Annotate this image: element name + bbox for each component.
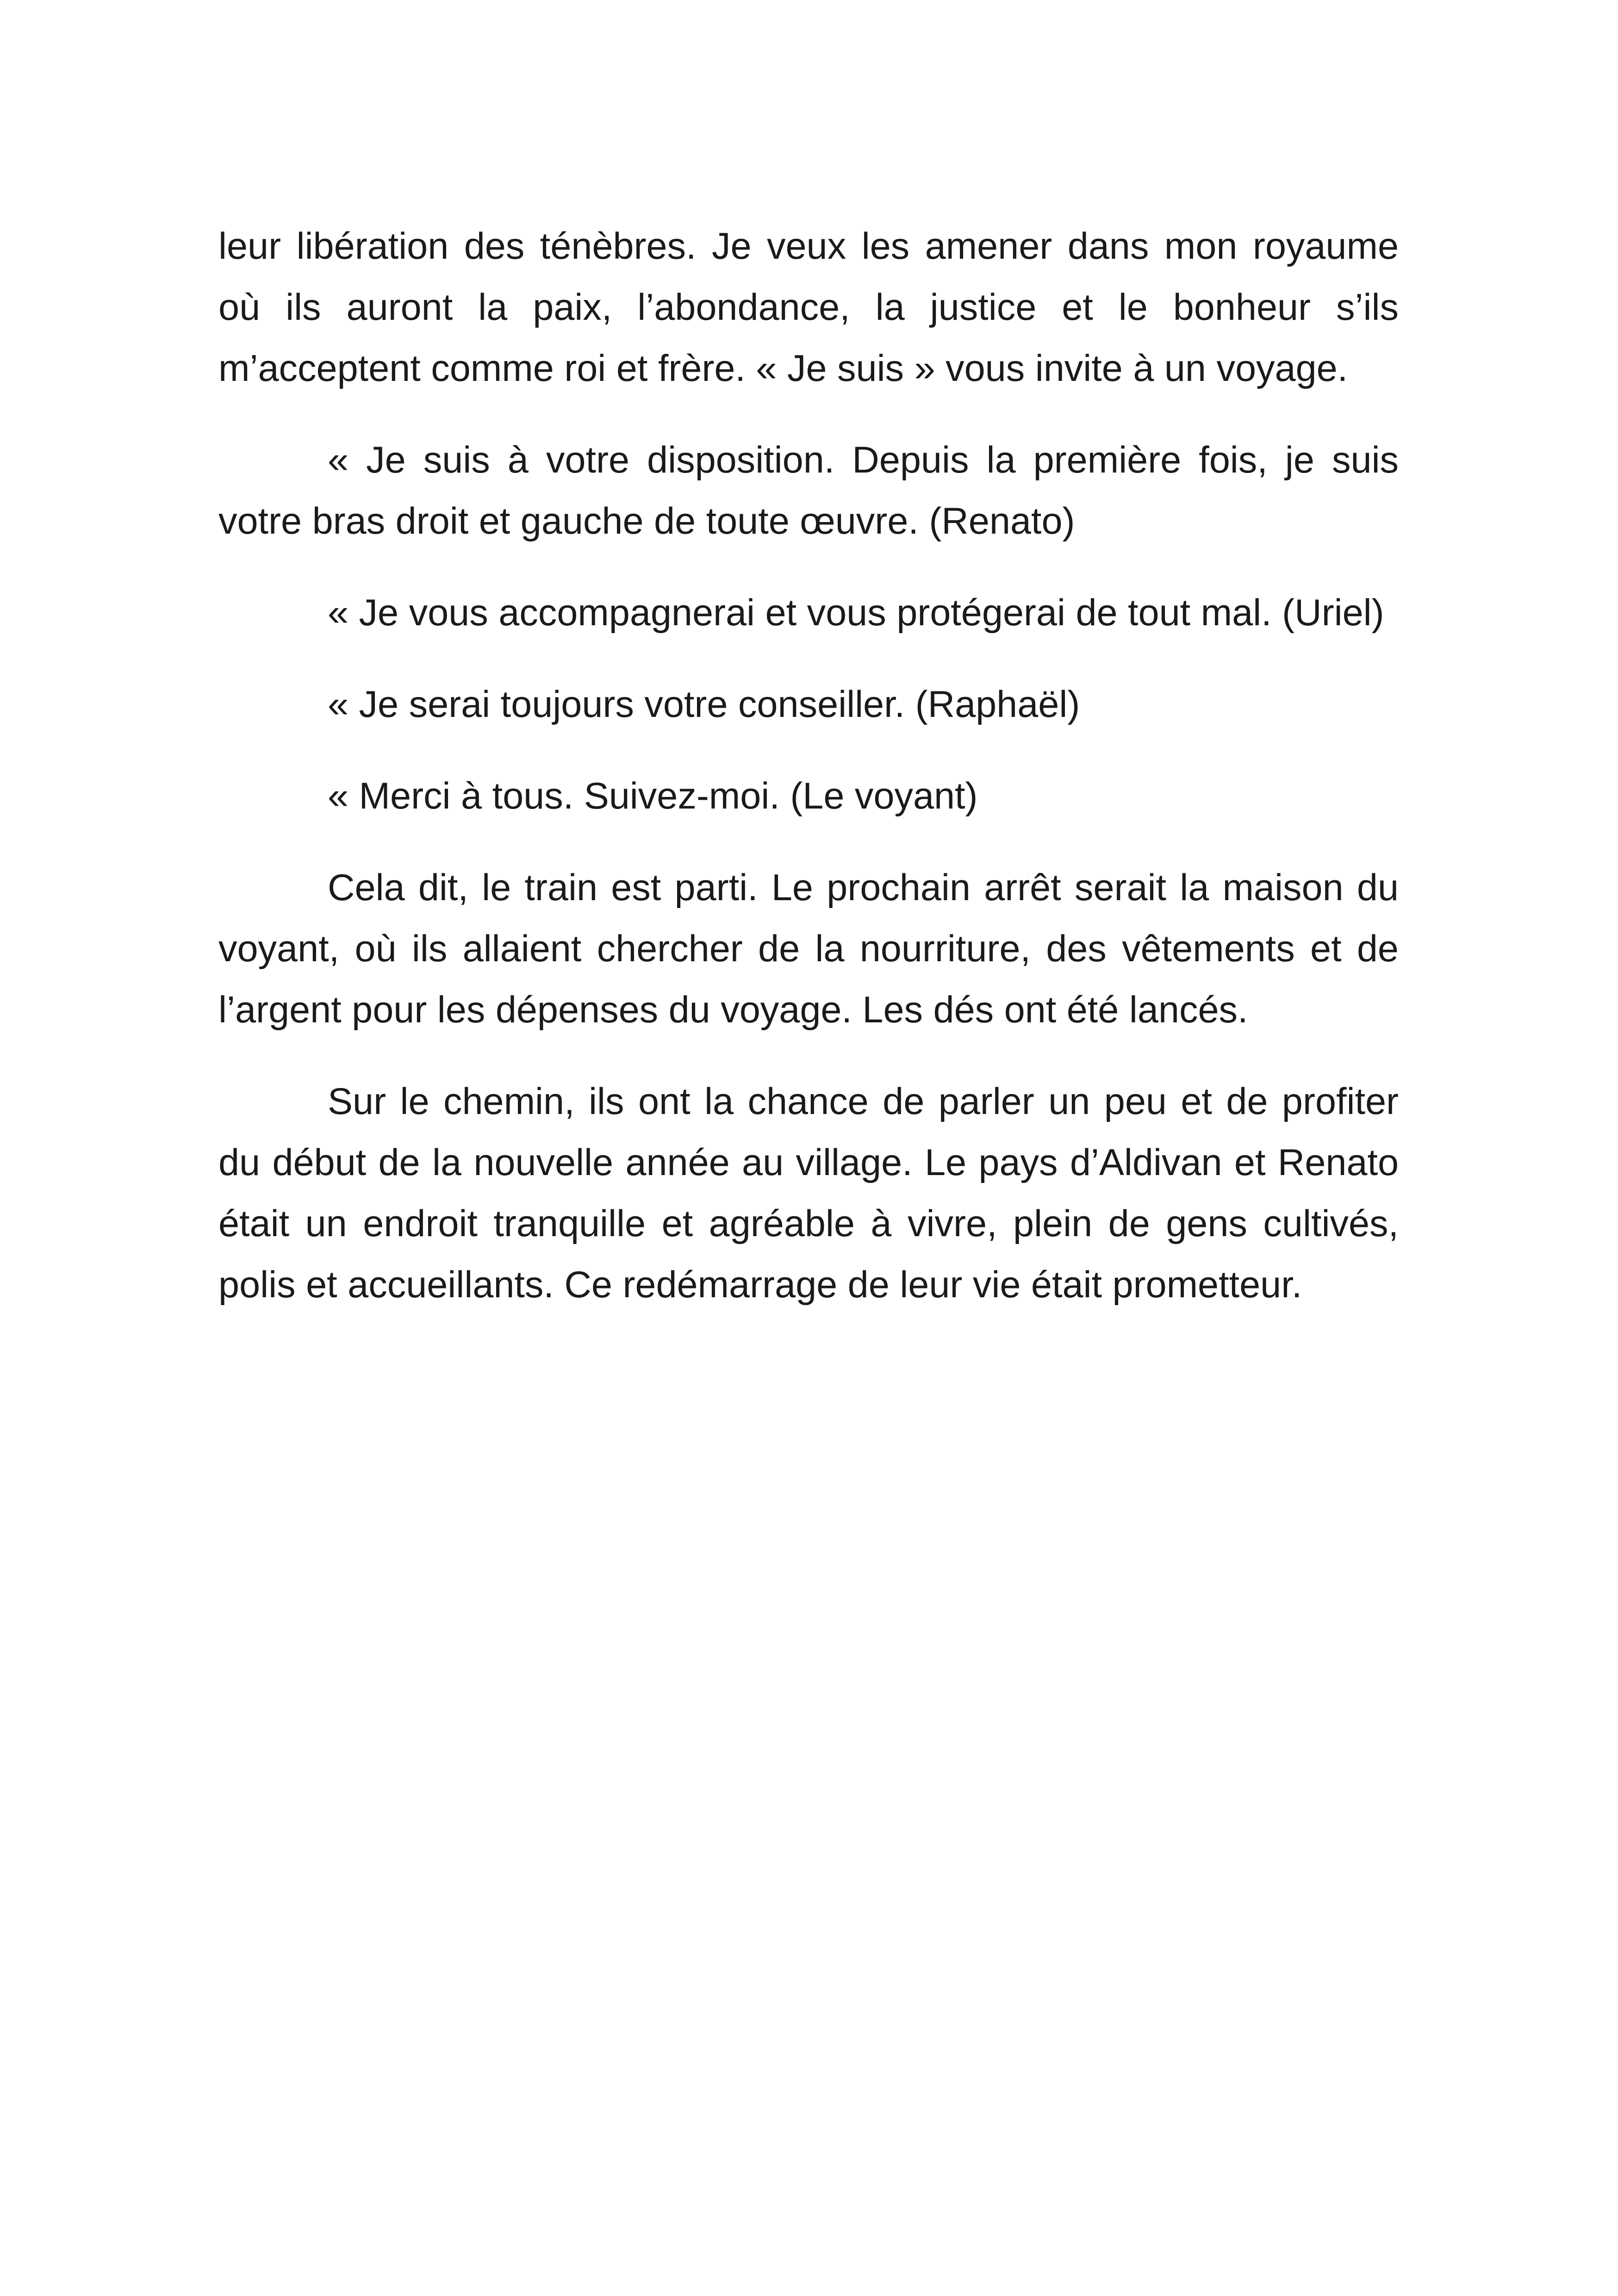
- body-text: [218, 216, 1399, 1346]
- paragraph-dialogue-uriel: « Je vous accompagnerai et vous protégerai de tout mal. (Uriel): [328, 592, 1384, 634]
- paragraph-continuation: leur libération des ténèbres. Je veux les amener dans mon royaume où ils auront la paix, l’abondance, la justice et le bonheur s’ils m’acceptent comme roi et frère. « Je suis » vous invite à un voyage.: [218, 225, 1399, 389]
- paragraph-dialogue-raphael: « Je serai toujours votre conseiller. (Raphaël): [328, 684, 1080, 725]
- paragraph-narration-village: Sur le chemin, ils ont la chance de parler un peu et de profiter du début de la nouvelle année au village. Le pays d’Aldivan et Renato était un endroit tranquille et agréable à vivre, plein de gens cultivés, polis et accueillants. Ce redémarrage de leur vie était prometteur.: [218, 1081, 1399, 1306]
- paragraph-dialogue-renato: « Je suis à votre disposition. Depuis la première fois, je suis votre bras droit et gauche de toute œuvre. (Renato): [218, 439, 1399, 542]
- paragraph-narration-train: Cela dit, le train est parti. Le prochain arrêt serait la maison du voyant, où ils allaient chercher de la nourriture, des vêtements et de l’argent pour les dépenses du voyage. Les dés ont été lancés.: [218, 867, 1399, 1031]
- paragraph-dialogue-voyant: « Merci à tous. Suivez-moi. (Le voyant): [328, 775, 978, 817]
